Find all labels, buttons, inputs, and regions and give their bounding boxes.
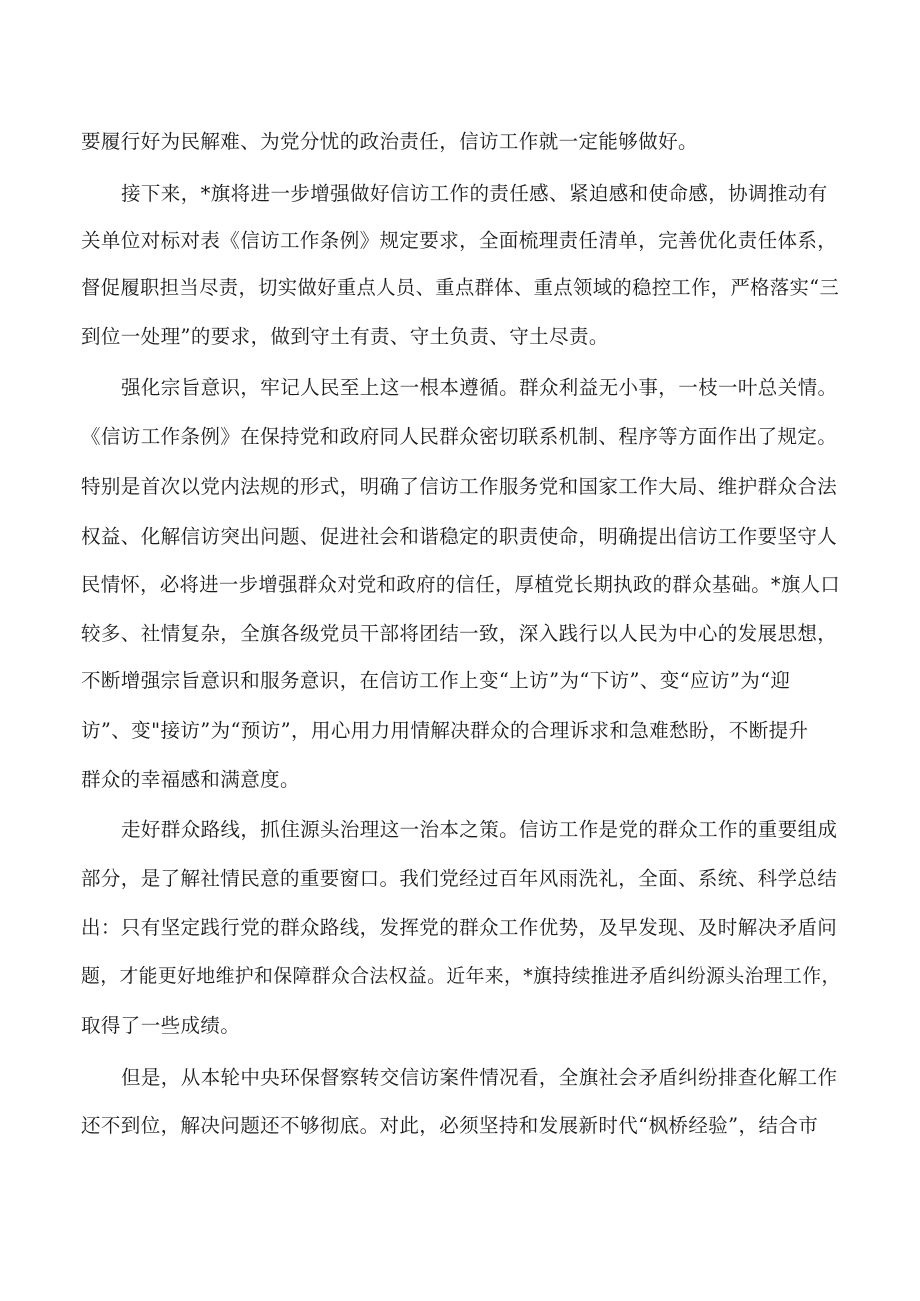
text-line: 取得了一些成绩。: [81, 1014, 241, 1037]
text-line: 《信访工作条例》在保持党和政府同人民群众密切联系机制、程序等方面作出了规定。: [81, 425, 838, 448]
text-line: 到位一处理”的要求，做到守土有责、守土负责、守土尽责。: [81, 325, 609, 348]
text-line: 较多、社情复杂，全旗各级党员干部将团结一致，深入践行以人民为中心的发展思想，: [81, 622, 838, 645]
text-line: 督促履职担当尽责，切实做好重点人员、重点群体、重点领域的稳控工作，严格落实“三: [81, 276, 840, 299]
text-line: 民情怀，必将进一步增强群众对党和政府的信任，厚植党长期执政的群众基础。*旗人口: [81, 573, 841, 596]
text-line: 走好群众路线，抓住源头治理这一治本之策。信访工作是党的群众工作的重要组成: [121, 818, 838, 841]
text-line: 群众的幸福感和满意度。: [81, 768, 300, 791]
text-line: 访”、变"接访”为“预访”，用心用力用情解决群众的合理诉求和急难愁盼，不断提升: [81, 719, 809, 742]
text-line: 强化宗旨意识，牢记人民至上这一根本遵循。群众利益无小事，一枝一叶总关情。: [121, 376, 838, 399]
text-line: 权益、化解信访突出问题、促进社会和谐稳定的职责使命，明确提出信访工作要坚守人: [81, 525, 838, 548]
text-line: 接下来，*旗将进一步增强做好信访工作的责任感、紧迫感和使命感，协调推动有: [121, 182, 828, 205]
text-line: 题，才能更好地维护和保障群众合法权益。近年来，*旗持续推进矛盾纠纷源头治理工作，: [81, 966, 841, 987]
text-line: 但是，从本轮中央环保督察转交信访案件情况看，全旗社会矛盾纠纷排查化解工作: [121, 1066, 838, 1089]
text-line: 不断增强宗旨意识和服务意识，在信访工作上变“上访”为“下访”、变“应访”为“迎: [81, 669, 791, 692]
text-line: 部分，是了解社情民意的重要窗口。我们党经过百年风雨洗礼，全面、系统、科学总结: [81, 867, 838, 890]
text-line: 关单位对标对表《信访工作条例》规定要求，全面梳理责任清单，完善优化责任体系，: [81, 229, 838, 252]
text-line: 要履行好为民解难、为党分忧的政治责任，信访工作就一定能够做好。: [81, 130, 698, 153]
text-line: 还不到位，解决问题还不够彻底。对此，必须坚持和发展新时代“枫桥经验”，结合市: [81, 1114, 819, 1137]
text-line: 出：只有坚定践行党的群众路线，发挥党的群众工作优势，及早发现、及时解决矛盾问: [81, 916, 838, 939]
text-line: 特别是首次以党内法规的形式，明确了信访工作服务党和国家工作大局、维护群众合法: [81, 475, 838, 498]
